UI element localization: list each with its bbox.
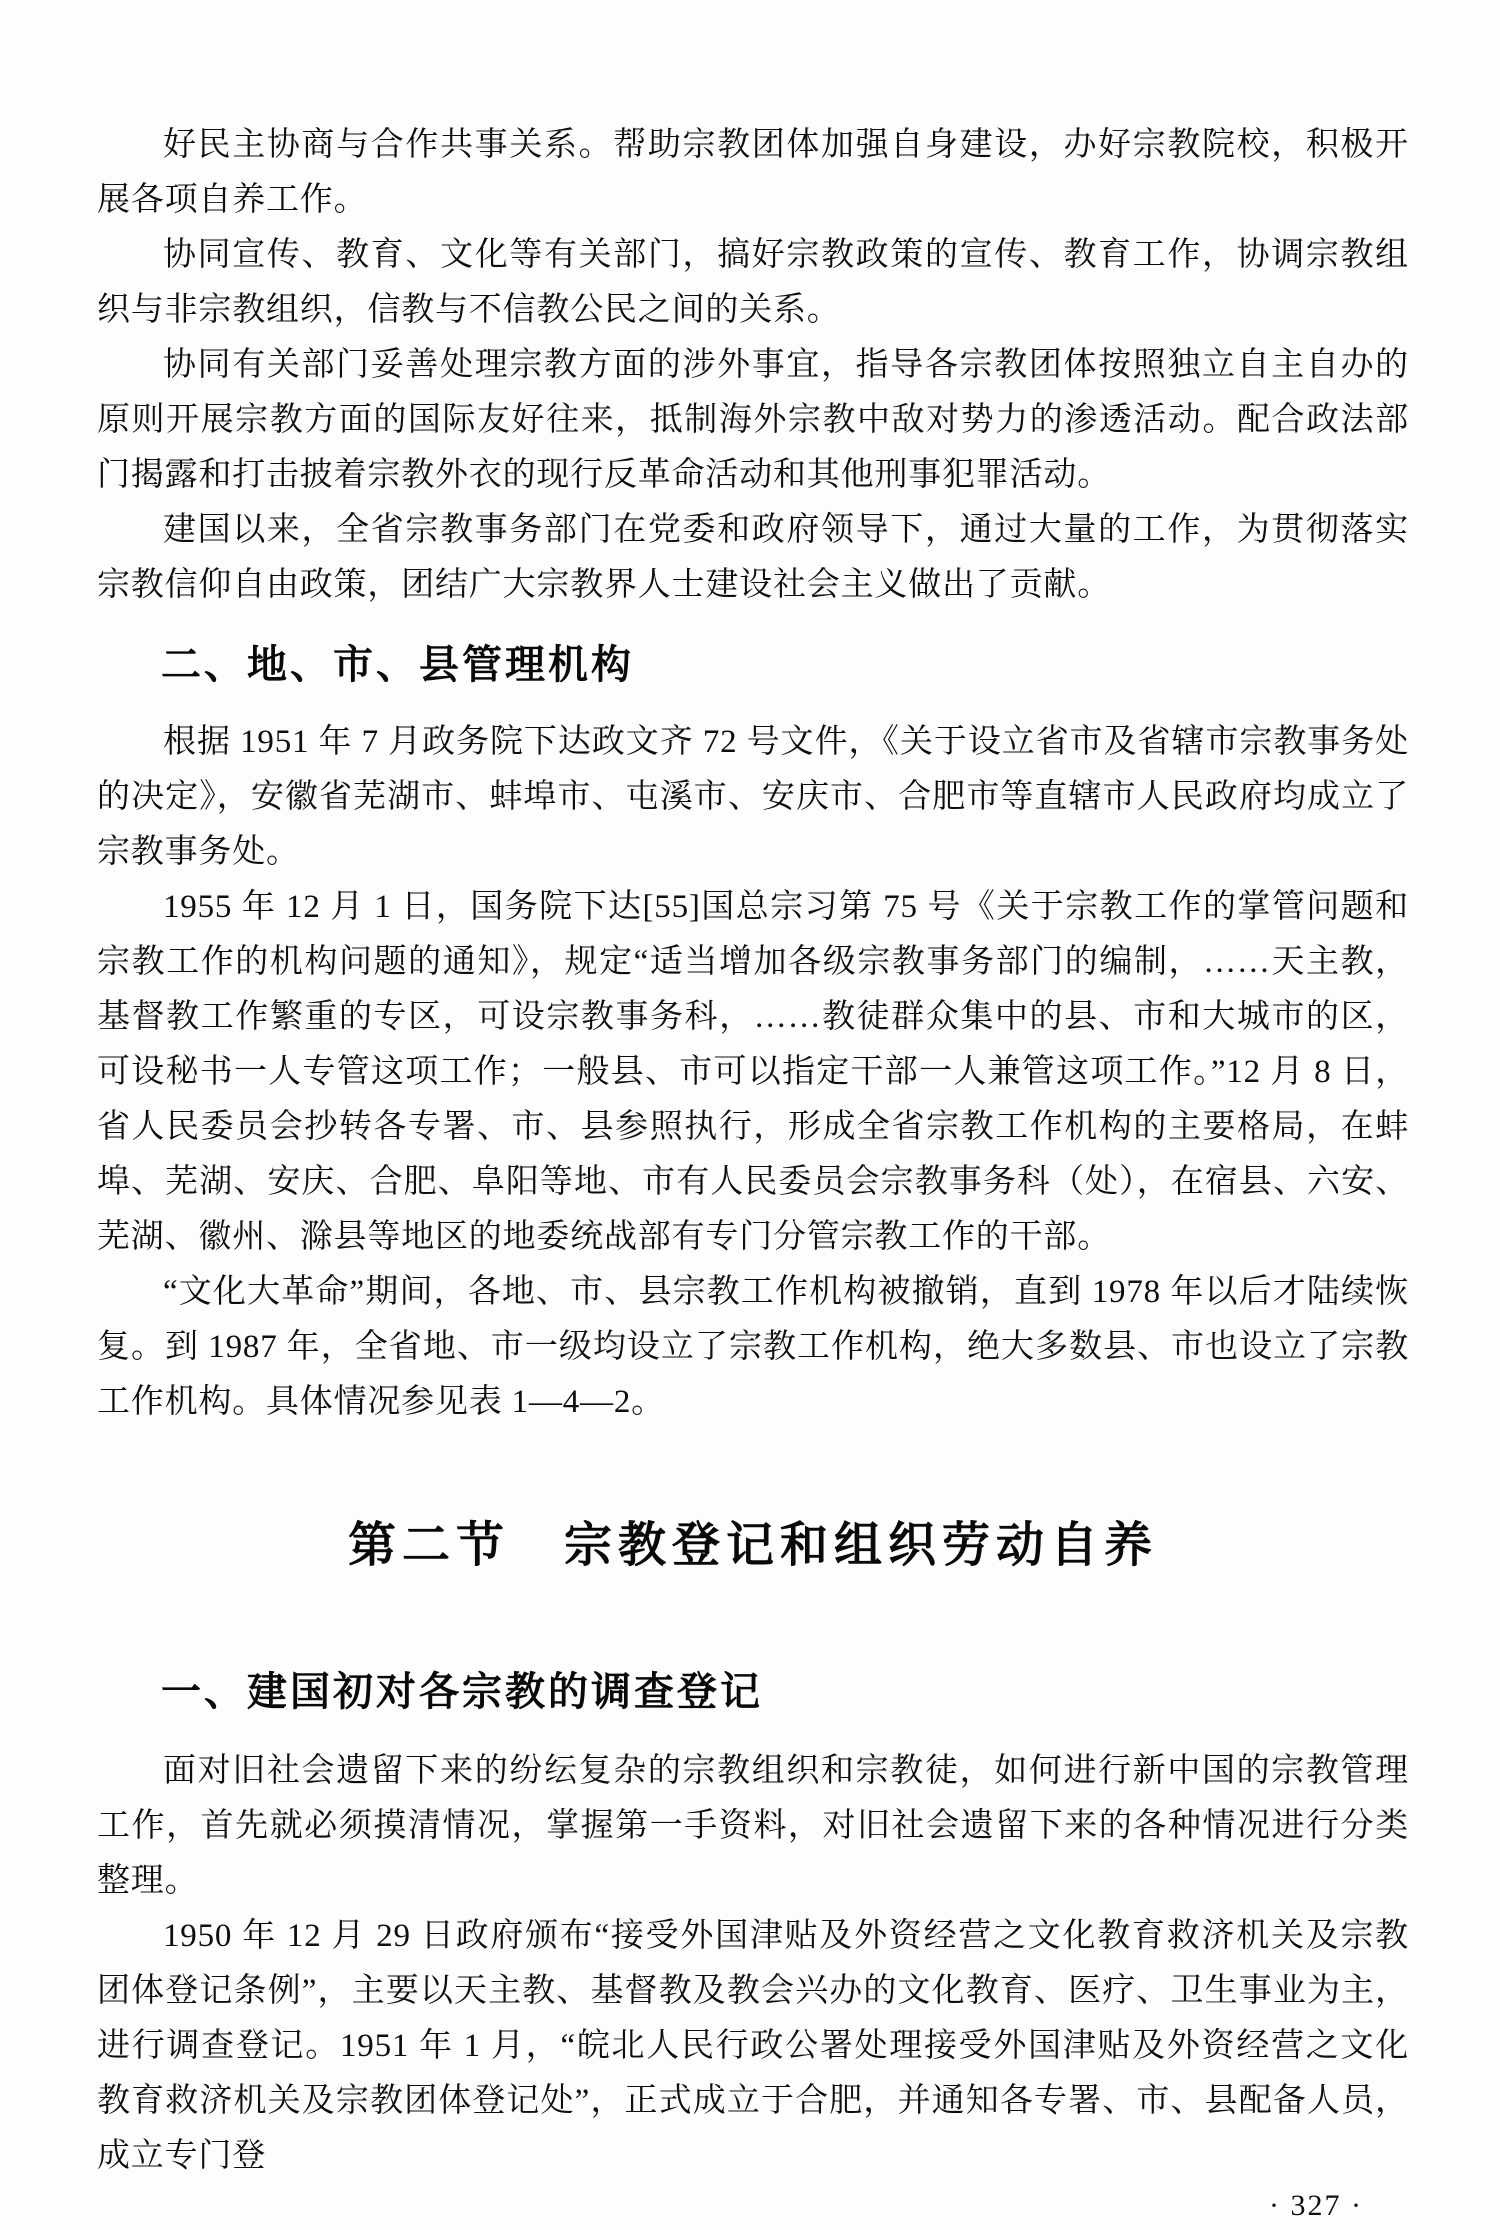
paragraph-5: 根据 1951 年 7 月政务院下达政文齐 72 号文件，《关于设立省市及省辖市宗教事务处的决定》，安徽省芜湖市、蚌埠市、屯溪市、安庆市、合肥市等直辖市人民政府均成立了宗教事务处。 — [97, 724, 1409, 870]
paragraph-6: 1955 年 12 月 1 日，国务院下达[55]国总宗习第 75 号《关于宗教工作的掌管问题和宗教工作的机构问题的通知》，规定“适当增加各级宗教事务部门的编制，……天主教，基督教工作繁重的专区，可设宗教事务科，……教徒群众集中的县、市和大城市的区，可设秘书一人专管这项工作；一般县、市可以指定干部一人兼管这项工作。”12 月 8 日，省人民委员会抄转各专署、市、县参照执行，形成全省宗教工作机构的主要格局，在蚌埠、芜湖、安庆、合肥、阜阳等地、市有人民委员会宗教事务科（处），在宿县、六安、芜湖、徽州、滁县等地区的地委统战部有专门分管宗教工作的干部。 — [97, 889, 1409, 1255]
paragraph-7: “文化大革命”期间，各地、市、县宗教工作机构被撤销，直到 1978 年以后才陆续恢复。到 1987 年，全省地、市一级均设立了宗教工作机构，绝大多数县、市也设立了宗教工作机构。具体情况参见表 1—4—2。 — [97, 1274, 1409, 1420]
paragraph-4: 建国以来，全省宗教事务部门在党委和政府领导下，通过大量的工作，为贯彻落实宗教信仰自由政策，团结广大宗教界人士建设社会主义做出了贡献。 — [97, 512, 1409, 603]
page-number: · 327 · — [1269, 2189, 1363, 2222]
subsection-heading-registration: 一、建国初对各宗教的调查登记 — [161, 1669, 763, 1715]
section-title: 第二节 宗教登记和组织劳动自养 — [347, 1517, 1158, 1573]
paragraph-8: 面对旧社会遗留下来的纷纭复杂的宗教组织和宗教徒，如何进行新中国的宗教管理工作，首先就必须摸清情况，掌握第一手资料，对旧社会遗留下来的各种情况进行分类整理。 — [97, 1753, 1409, 1899]
paragraph-9: 1950 年 12 月 29 日政府颁布“接受外国津贴及外资经营之文化教育救济机关及宗教团体登记条例”，主要以天主教、基督教及教会兴办的文化教育、医疗、卫生事业为主，进行调查登记。1951 年 1 月，“皖北人民行政公署处理接受外国津贴及外资经营之文化教育救济机关及宗教团体登记处”，正式成立于合肥，并通知各专署、市、县配备人员，成立专门登 — [97, 1918, 1409, 2174]
paragraph-1: 好民主协商与合作共事关系。帮助宗教团体加强自身建设，办好宗教院校，积极开展各项自养工作。 — [97, 127, 1409, 218]
paragraph-2: 协同宣传、教育、文化等有关部门，搞好宗教政策的宣传、教育工作，协调宗教组织与非宗教组织，信教与不信教公民之间的关系。 — [97, 237, 1409, 328]
paragraph-3: 协同有关部门妥善处理宗教方面的涉外事宜，指导各宗教团体按照独立自主自办的原则开展宗教方面的国际友好往来，抵制海外宗教中敌对势力的渗透活动。配合政法部门揭露和打击披着宗教外衣的现行反革命活动和其他刑事犯罪活动。 — [97, 347, 1409, 493]
subsection-heading-local-admin: 二、地、市、县管理机构 — [161, 642, 634, 688]
